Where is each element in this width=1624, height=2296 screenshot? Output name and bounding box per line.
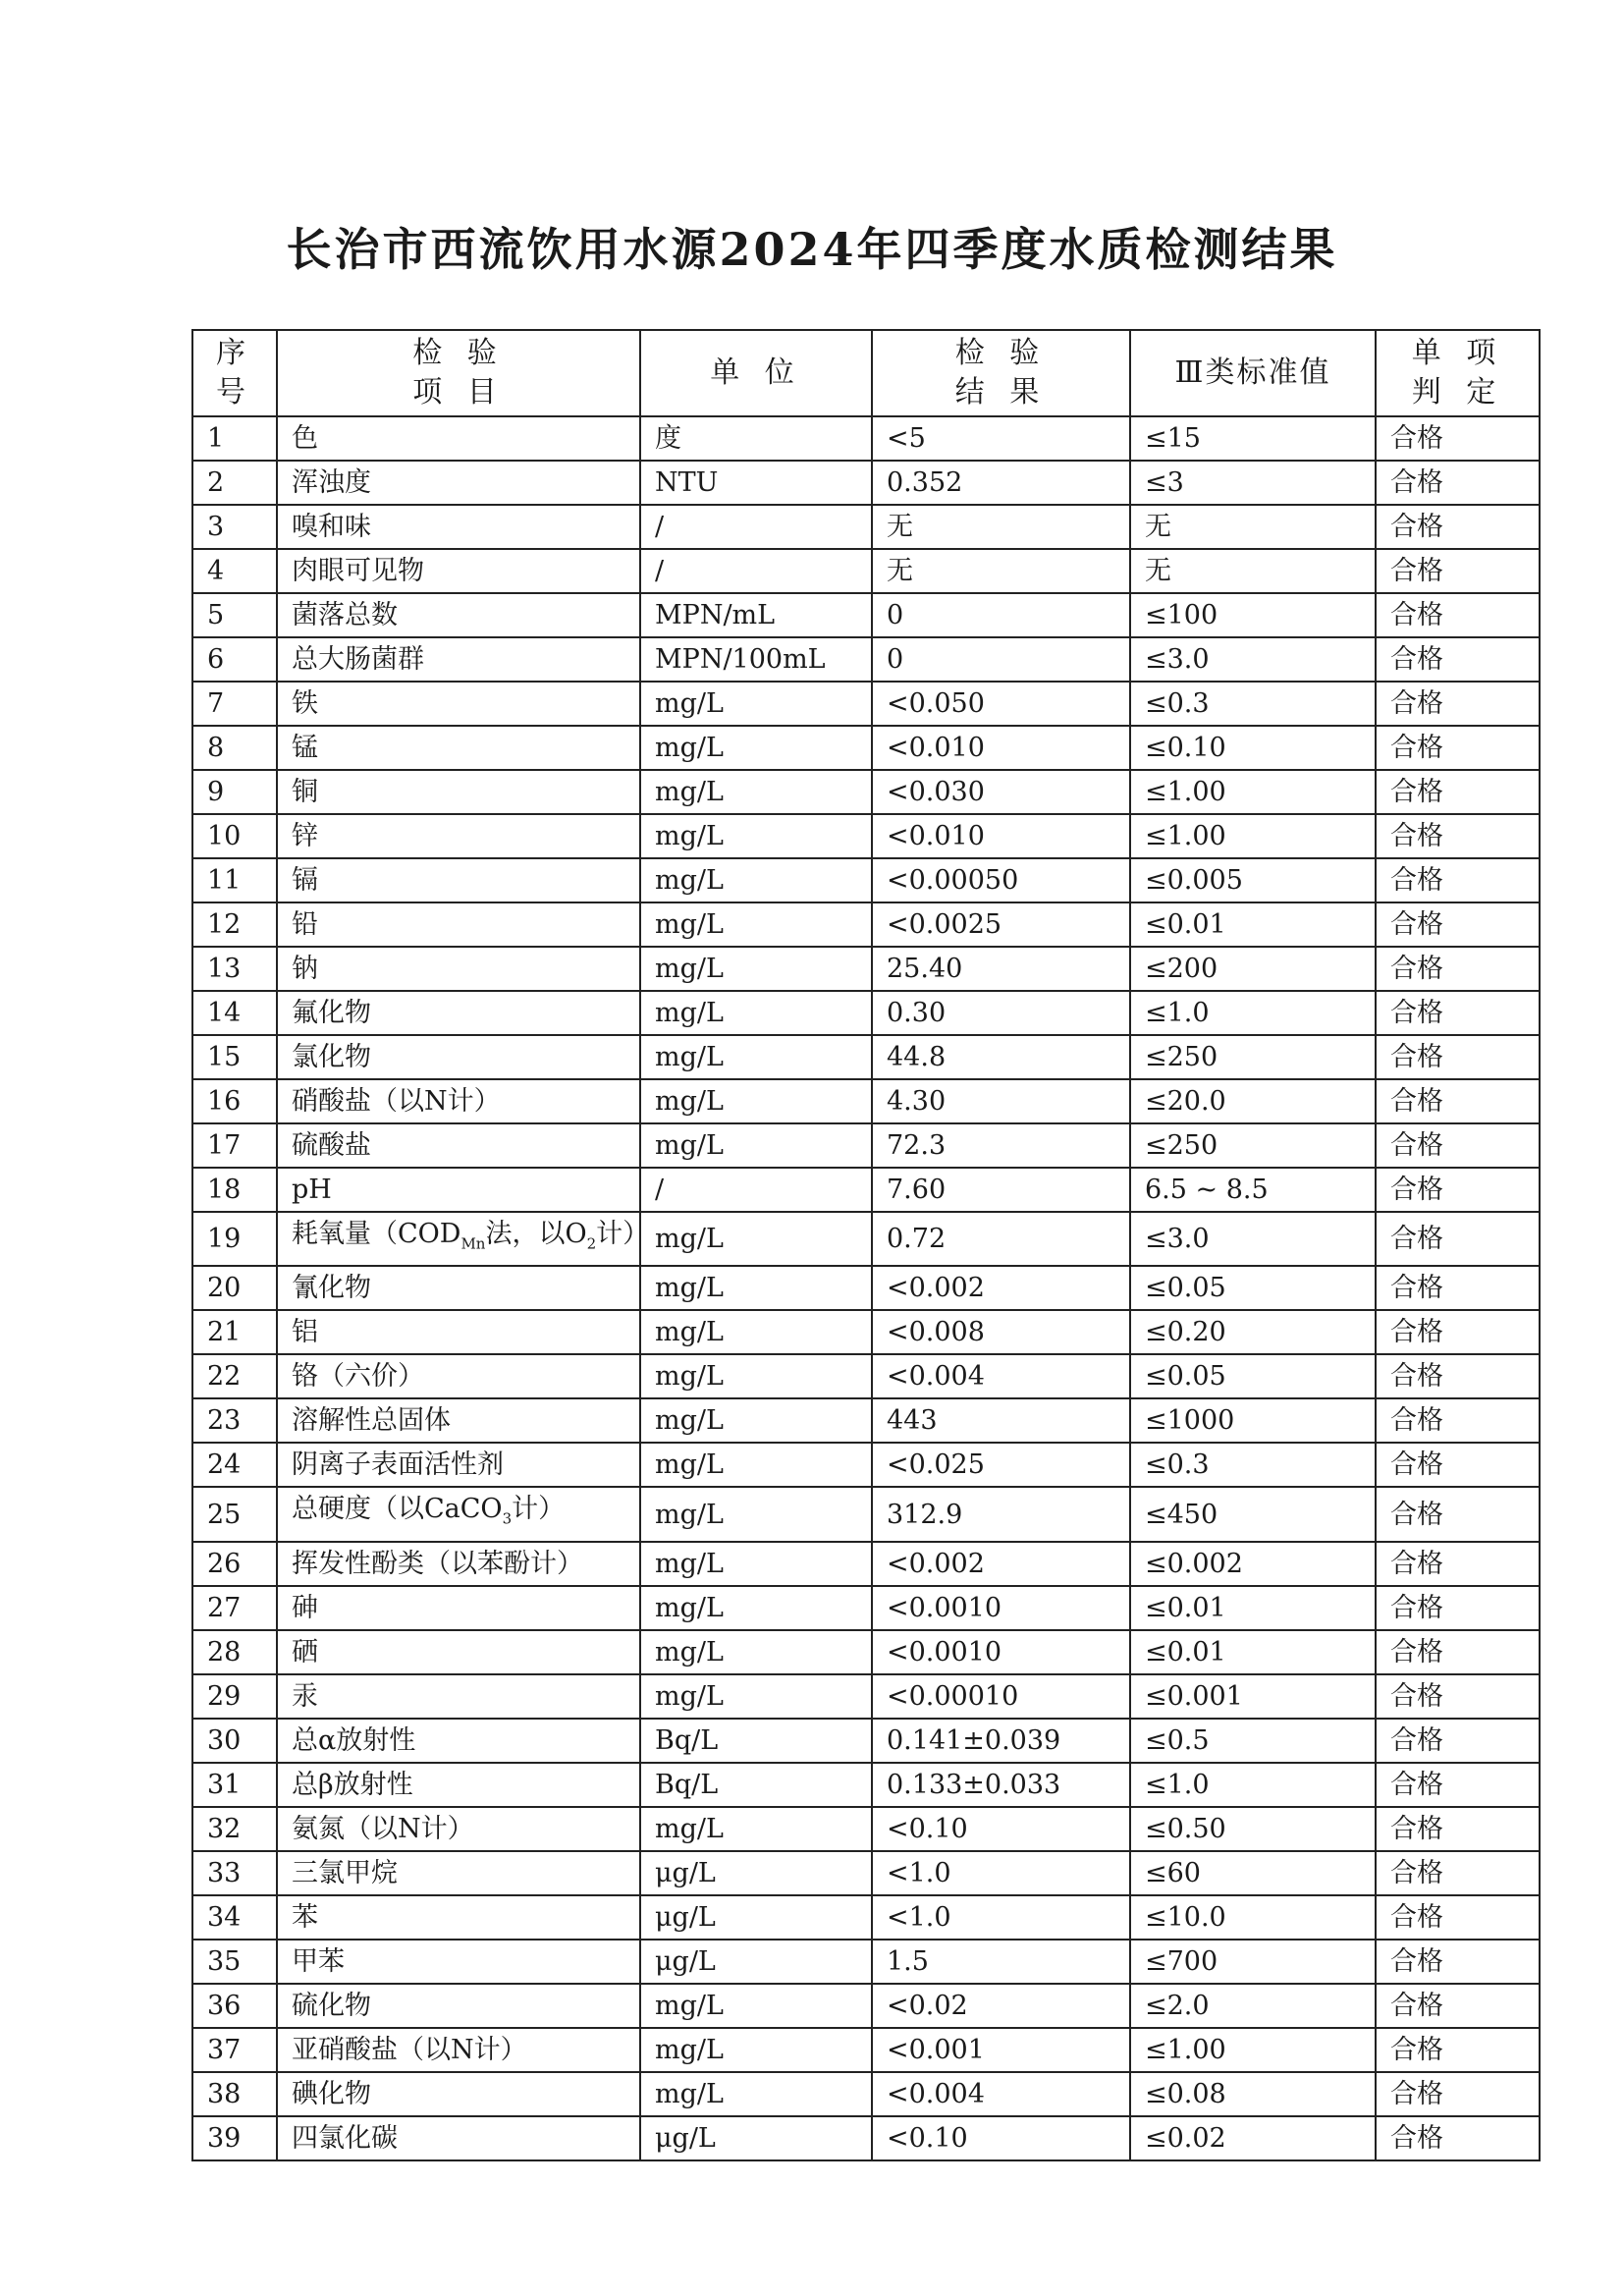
cell-no: 29 — [192, 1674, 277, 1719]
cell-unit: mg/L — [640, 2072, 872, 2116]
cell-verdict: 合格 — [1376, 2072, 1540, 2116]
cell-verdict: 合格 — [1376, 1212, 1540, 1266]
cell-result: <0.010 — [872, 726, 1130, 770]
header-result: 检 验 结 果 — [872, 330, 1130, 416]
cell-verdict: 合格 — [1376, 1035, 1540, 1079]
cell-unit: mg/L — [640, 902, 872, 947]
cell-no: 28 — [192, 1630, 277, 1674]
cell-no: 9 — [192, 770, 277, 814]
cell-unit: μg/L — [640, 2116, 872, 2160]
cell-unit: mg/L — [640, 726, 872, 770]
cell-item-part: 计） — [596, 1219, 650, 1249]
cell-verdict: 合格 — [1376, 461, 1540, 505]
cell-item: 浑浊度 — [277, 461, 640, 505]
cell-item: 嗅和味 — [277, 505, 640, 549]
table-row — [192, 1310, 1540, 1354]
cell-unit: μg/L — [640, 1851, 872, 1895]
cell-no: 17 — [192, 1123, 277, 1168]
cell-item-part: 计） — [512, 1494, 566, 1525]
cell-result: 0.30 — [872, 991, 1130, 1035]
cell-verdict: 合格 — [1376, 1719, 1540, 1763]
cell-verdict: 合格 — [1376, 593, 1540, 637]
cell-item: 砷 — [277, 1586, 640, 1630]
cell-no: 37 — [192, 2028, 277, 2072]
cell-item: 甲苯 — [277, 1940, 640, 1984]
cell-item: 总α放射性 — [277, 1719, 640, 1763]
cell-verdict: 合格 — [1376, 1123, 1540, 1168]
cell-standard: ≤0.01 — [1130, 902, 1376, 947]
cell-standard: 无 — [1130, 505, 1376, 549]
table-row — [192, 2028, 1540, 2072]
table-row — [192, 1763, 1540, 1807]
cell-unit: mg/L — [640, 682, 872, 726]
cell-standard: ≤200 — [1130, 947, 1376, 991]
cell-unit: mg/L — [640, 1079, 872, 1123]
cell-verdict: 合格 — [1376, 1443, 1540, 1487]
table-row — [192, 1354, 1540, 1398]
cell-verdict: 合格 — [1376, 505, 1540, 549]
cell-standard: ≤0.05 — [1130, 1354, 1376, 1398]
cell-unit: NTU — [640, 461, 872, 505]
cell-standard: ≤0.5 — [1130, 1719, 1376, 1763]
cell-result: 无 — [872, 505, 1130, 549]
cell-standard: ≤250 — [1130, 1035, 1376, 1079]
cell-standard: ≤1000 — [1130, 1398, 1376, 1443]
cell-verdict: 合格 — [1376, 1940, 1540, 1984]
cell-no: 18 — [192, 1168, 277, 1212]
cell-standard: ≤0.001 — [1130, 1674, 1376, 1719]
cell-item: 铅 — [277, 902, 640, 947]
cell-verdict: 合格 — [1376, 549, 1540, 593]
table-row — [192, 902, 1540, 947]
table-row — [192, 2116, 1540, 2160]
cell-verdict: 合格 — [1376, 770, 1540, 814]
cell-result: <0.00050 — [872, 858, 1130, 902]
cell-no: 6 — [192, 637, 277, 682]
cell-verdict: 合格 — [1376, 1398, 1540, 1443]
cell-item: 锌 — [277, 814, 640, 858]
cell-result: <0.002 — [872, 1542, 1130, 1586]
header-unit: 单 位 — [640, 330, 872, 416]
cell-standard: ≤0.3 — [1130, 682, 1376, 726]
cell-standard: 6.5 ~ 8.5 — [1130, 1168, 1376, 1212]
cell-item: 氨氮（以N计） — [277, 1807, 640, 1851]
table-header-row — [192, 330, 1540, 416]
cell-item: 汞 — [277, 1674, 640, 1719]
cell-result: 0.141±0.039 — [872, 1719, 1130, 1763]
cell-unit: mg/L — [640, 1542, 872, 1586]
cell-item-part: 耗氧量（COD — [292, 1219, 461, 1249]
cell-no: 5 — [192, 593, 277, 637]
cell-no: 13 — [192, 947, 277, 991]
cell-result: <0.02 — [872, 1984, 1130, 2028]
cell-item: 镉 — [277, 858, 640, 902]
cell-result: <0.0025 — [872, 902, 1130, 947]
cell-unit: mg/L — [640, 1443, 872, 1487]
cell-unit: Bq/L — [640, 1763, 872, 1807]
cell-unit: mg/L — [640, 858, 872, 902]
cell-item: 肉眼可见物 — [277, 549, 640, 593]
cell-item: 硫化物 — [277, 1984, 640, 2028]
cell-no: 12 — [192, 902, 277, 947]
cell-standard: ≤0.50 — [1130, 1807, 1376, 1851]
cell-no: 15 — [192, 1035, 277, 1079]
cell-unit: mg/L — [640, 1212, 872, 1266]
cell-standard: ≤0.05 — [1130, 1266, 1376, 1310]
cell-result: <0.010 — [872, 814, 1130, 858]
cell-result: 1.5 — [872, 1940, 1130, 1984]
cell-item: 苯 — [277, 1895, 640, 1940]
table-row — [192, 1807, 1540, 1851]
cell-verdict: 合格 — [1376, 416, 1540, 461]
cell-result: 0 — [872, 637, 1130, 682]
cell-unit: MPN/100mL — [640, 637, 872, 682]
cell-no: 35 — [192, 1940, 277, 1984]
cell-unit: / — [640, 1168, 872, 1212]
cell-item-part: 3 — [502, 1509, 513, 1528]
cell-no: 38 — [192, 2072, 277, 2116]
cell-item: 色 — [277, 416, 640, 461]
table-row — [192, 549, 1540, 593]
cell-item: 碘化物 — [277, 2072, 640, 2116]
cell-verdict: 合格 — [1376, 1630, 1540, 1674]
cell-verdict: 合格 — [1376, 2116, 1540, 2160]
cell-verdict: 合格 — [1376, 1674, 1540, 1719]
cell-standard: ≤0.3 — [1130, 1443, 1376, 1487]
cell-result: 7.60 — [872, 1168, 1130, 1212]
cell-verdict: 合格 — [1376, 726, 1540, 770]
cell-standard: ≤2.0 — [1130, 1984, 1376, 2028]
cell-no: 34 — [192, 1895, 277, 1940]
cell-unit: mg/L — [640, 2028, 872, 2072]
cell-standard: ≤0.02 — [1130, 2116, 1376, 2160]
cell-unit: mg/L — [640, 1586, 872, 1630]
cell-unit: mg/L — [640, 1807, 872, 1851]
table-row — [192, 682, 1540, 726]
cell-standard: ≤1.0 — [1130, 1763, 1376, 1807]
cell-standard: ≤10.0 — [1130, 1895, 1376, 1940]
cell-item: 总大肠菌群 — [277, 637, 640, 682]
cell-result: <0.0010 — [872, 1586, 1130, 1630]
cell-verdict: 合格 — [1376, 902, 1540, 947]
cell-item: 亚硝酸盐（以N计） — [277, 2028, 640, 2072]
cell-verdict: 合格 — [1376, 1487, 1540, 1541]
cell-item: 硝酸盐（以N计） — [277, 1079, 640, 1123]
cell-result: <5 — [872, 416, 1130, 461]
cell-item: 钠 — [277, 947, 640, 991]
cell-verdict: 合格 — [1376, 1807, 1540, 1851]
cell-verdict: 合格 — [1376, 1354, 1540, 1398]
cell-verdict: 合格 — [1376, 682, 1540, 726]
cell-result: <0.050 — [872, 682, 1130, 726]
cell-no: 31 — [192, 1763, 277, 1807]
cell-result: <0.025 — [872, 1443, 1130, 1487]
cell-verdict: 合格 — [1376, 1079, 1540, 1123]
cell-result: <0.002 — [872, 1266, 1130, 1310]
cell-verdict: 合格 — [1376, 2028, 1540, 2072]
cell-unit: 度 — [640, 416, 872, 461]
table-row — [192, 1123, 1540, 1168]
cell-standard: ≤20.0 — [1130, 1079, 1376, 1123]
cell-unit: mg/L — [640, 1310, 872, 1354]
table-row — [192, 726, 1540, 770]
table-row — [192, 637, 1540, 682]
cell-result: <0.0010 — [872, 1630, 1130, 1674]
cell-no: 7 — [192, 682, 277, 726]
cell-standard: ≤0.002 — [1130, 1542, 1376, 1586]
header-standard: Ⅲ类标准值 — [1130, 330, 1376, 416]
cell-verdict: 合格 — [1376, 1851, 1540, 1895]
cell-item — [277, 1212, 650, 1266]
cell-standard: ≤250 — [1130, 1123, 1376, 1168]
cell-no: 14 — [192, 991, 277, 1035]
cell-standard: ≤0.10 — [1130, 726, 1376, 770]
cell-item: 阴离子表面活性剂 — [277, 1443, 640, 1487]
cell-no: 11 — [192, 858, 277, 902]
cell-result: 72.3 — [872, 1123, 1130, 1168]
table-body — [192, 416, 1540, 2160]
cell-verdict: 合格 — [1376, 1895, 1540, 1940]
table-row — [192, 1398, 1540, 1443]
cell-unit: mg/L — [640, 1266, 872, 1310]
cell-item: 四氯化碳 — [277, 2116, 640, 2160]
table-row — [192, 1674, 1540, 1719]
cell-unit: mg/L — [640, 1674, 872, 1719]
cell-item-part: 法，以O — [485, 1219, 587, 1249]
cell-result: <0.001 — [872, 2028, 1130, 2072]
cell-no: 33 — [192, 1851, 277, 1895]
cell-item: 铜 — [277, 770, 640, 814]
cell-no: 1 — [192, 416, 277, 461]
cell-standard: ≤700 — [1130, 1940, 1376, 1984]
cell-no: 27 — [192, 1586, 277, 1630]
cell-item: 三氯甲烷 — [277, 1851, 640, 1895]
cell-item: 铁 — [277, 682, 640, 726]
cell-result: 0.133±0.033 — [872, 1763, 1130, 1807]
cell-unit: mg/L — [640, 770, 872, 814]
table-row — [192, 947, 1540, 991]
cell-standard: ≤3.0 — [1130, 1212, 1376, 1266]
cell-no: 26 — [192, 1542, 277, 1586]
cell-result: <0.008 — [872, 1310, 1130, 1354]
table-row — [192, 770, 1540, 814]
cell-result: 25.40 — [872, 947, 1130, 991]
cell-item: 挥发性酚类（以苯酚计） — [277, 1542, 640, 1586]
page-title: 长治市西流饮用水源2024年四季度水质检测结果 — [286, 223, 1338, 276]
cell-standard: ≤3.0 — [1130, 637, 1376, 682]
cell-item: 氰化物 — [277, 1266, 640, 1310]
cell-verdict: 合格 — [1376, 814, 1540, 858]
cell-verdict: 合格 — [1376, 1542, 1540, 1586]
cell-no: 4 — [192, 549, 277, 593]
cell-no: 3 — [192, 505, 277, 549]
cell-no: 22 — [192, 1354, 277, 1398]
cell-standard: ≤0.01 — [1130, 1630, 1376, 1674]
header-item: 检 验 项 目 — [277, 330, 640, 416]
cell-item: 铬（六价） — [277, 1354, 640, 1398]
cell-verdict: 合格 — [1376, 858, 1540, 902]
table-row — [192, 1630, 1540, 1674]
cell-verdict: 合格 — [1376, 1763, 1540, 1807]
cell-unit: μg/L — [640, 1940, 872, 1984]
cell-standard: ≤100 — [1130, 593, 1376, 637]
cell-no: 16 — [192, 1079, 277, 1123]
cell-verdict: 合格 — [1376, 1984, 1540, 2028]
table-row — [192, 991, 1540, 1035]
cell-no: 10 — [192, 814, 277, 858]
cell-standard: ≤0.08 — [1130, 2072, 1376, 2116]
cell-result: <0.00010 — [872, 1674, 1130, 1719]
cell-unit: mg/L — [640, 1354, 872, 1398]
table-row — [192, 858, 1540, 902]
cell-no: 23 — [192, 1398, 277, 1443]
cell-result: <0.004 — [872, 1354, 1130, 1398]
cell-item-part: 总硬度（以CaCO — [292, 1494, 503, 1525]
cell-result: 4.30 — [872, 1079, 1130, 1123]
cell-verdict: 合格 — [1376, 1586, 1540, 1630]
cell-unit: mg/L — [640, 1984, 872, 2028]
cell-standard: ≤1.00 — [1130, 2028, 1376, 2072]
table-row — [192, 461, 1540, 505]
table-row — [192, 1443, 1540, 1487]
table-row — [192, 1487, 1540, 1541]
cell-item: 硫酸盐 — [277, 1123, 640, 1168]
cell-standard: ≤60 — [1130, 1851, 1376, 1895]
cell-standard: ≤0.01 — [1130, 1586, 1376, 1630]
cell-item: 菌落总数 — [277, 593, 640, 637]
cell-standard: 无 — [1130, 549, 1376, 593]
table-row — [192, 505, 1540, 549]
header-verdict: 单 项 判 定 — [1376, 330, 1540, 416]
table-row — [192, 416, 1540, 461]
cell-verdict: 合格 — [1376, 1266, 1540, 1310]
table-row — [192, 1266, 1540, 1310]
table-row — [192, 593, 1540, 637]
cell-verdict: 合格 — [1376, 637, 1540, 682]
cell-result: <0.004 — [872, 2072, 1130, 2116]
table-row — [192, 1168, 1540, 1212]
cell-result: <0.10 — [872, 1807, 1130, 1851]
cell-unit: MPN/mL — [640, 593, 872, 637]
cell-no: 24 — [192, 1443, 277, 1487]
table-row — [192, 2072, 1540, 2116]
cell-standard: ≤1.0 — [1130, 991, 1376, 1035]
cell-item: 溶解性总固体 — [277, 1398, 640, 1443]
cell-verdict: 合格 — [1376, 991, 1540, 1035]
header-no: 序 号 — [192, 330, 277, 416]
cell-item — [277, 1487, 640, 1541]
cell-item: 锰 — [277, 726, 640, 770]
cell-item-part: 2 — [586, 1234, 597, 1253]
cell-unit: mg/L — [640, 991, 872, 1035]
cell-item-part: Mn — [460, 1234, 486, 1253]
cell-standard: ≤0.20 — [1130, 1310, 1376, 1354]
table-row — [192, 1212, 1540, 1266]
cell-no: 2 — [192, 461, 277, 505]
cell-item: 氯化物 — [277, 1035, 640, 1079]
cell-unit: / — [640, 549, 872, 593]
cell-result: <0.10 — [872, 2116, 1130, 2160]
cell-item: pH — [277, 1168, 640, 1212]
cell-standard: ≤15 — [1130, 416, 1376, 461]
table-row — [192, 1851, 1540, 1895]
cell-no: 19 — [192, 1212, 277, 1266]
cell-result: 443 — [872, 1398, 1130, 1443]
cell-item: 氟化物 — [277, 991, 640, 1035]
cell-verdict: 合格 — [1376, 1168, 1540, 1212]
cell-result: <1.0 — [872, 1851, 1130, 1895]
table-row — [192, 1940, 1540, 1984]
cell-unit: mg/L — [640, 1123, 872, 1168]
table-row — [192, 1895, 1540, 1940]
cell-item: 硒 — [277, 1630, 640, 1674]
table-row — [192, 1984, 1540, 2028]
cell-unit: μg/L — [640, 1895, 872, 1940]
cell-no: 32 — [192, 1807, 277, 1851]
cell-result: 44.8 — [872, 1035, 1130, 1079]
table-row — [192, 1079, 1540, 1123]
cell-result: 0.352 — [872, 461, 1130, 505]
cell-result: <0.030 — [872, 770, 1130, 814]
cell-unit: mg/L — [640, 947, 872, 991]
cell-result: 无 — [872, 549, 1130, 593]
cell-result: 0.72 — [872, 1212, 1130, 1266]
cell-standard: ≤3 — [1130, 461, 1376, 505]
cell-standard: ≤1.00 — [1130, 814, 1376, 858]
table-row — [192, 1542, 1540, 1586]
cell-result: 0 — [872, 593, 1130, 637]
table-row — [192, 814, 1540, 858]
cell-no: 36 — [192, 1984, 277, 2028]
cell-no: 30 — [192, 1719, 277, 1763]
cell-unit: mg/L — [640, 814, 872, 858]
cell-no: 20 — [192, 1266, 277, 1310]
cell-unit: / — [640, 505, 872, 549]
table-row — [192, 1719, 1540, 1763]
cell-no: 21 — [192, 1310, 277, 1354]
cell-item: 铝 — [277, 1310, 640, 1354]
table-row — [192, 1586, 1540, 1630]
cell-unit: mg/L — [640, 1630, 872, 1674]
cell-unit: mg/L — [640, 1035, 872, 1079]
cell-no: 25 — [192, 1487, 277, 1541]
cell-no: 8 — [192, 726, 277, 770]
cell-unit: mg/L — [640, 1487, 872, 1541]
table-row — [192, 1035, 1540, 1079]
cell-verdict: 合格 — [1376, 1310, 1540, 1354]
cell-item: 总β放射性 — [277, 1763, 640, 1807]
results-table — [191, 329, 1541, 2161]
cell-unit: mg/L — [640, 1398, 872, 1443]
cell-result: <1.0 — [872, 1895, 1130, 1940]
cell-no: 39 — [192, 2116, 277, 2160]
cell-standard: ≤450 — [1130, 1487, 1376, 1541]
cell-standard: ≤0.005 — [1130, 858, 1376, 902]
cell-standard: ≤1.00 — [1130, 770, 1376, 814]
cell-verdict: 合格 — [1376, 947, 1540, 991]
cell-result: 312.9 — [872, 1487, 1130, 1541]
cell-unit: Bq/L — [640, 1719, 872, 1763]
